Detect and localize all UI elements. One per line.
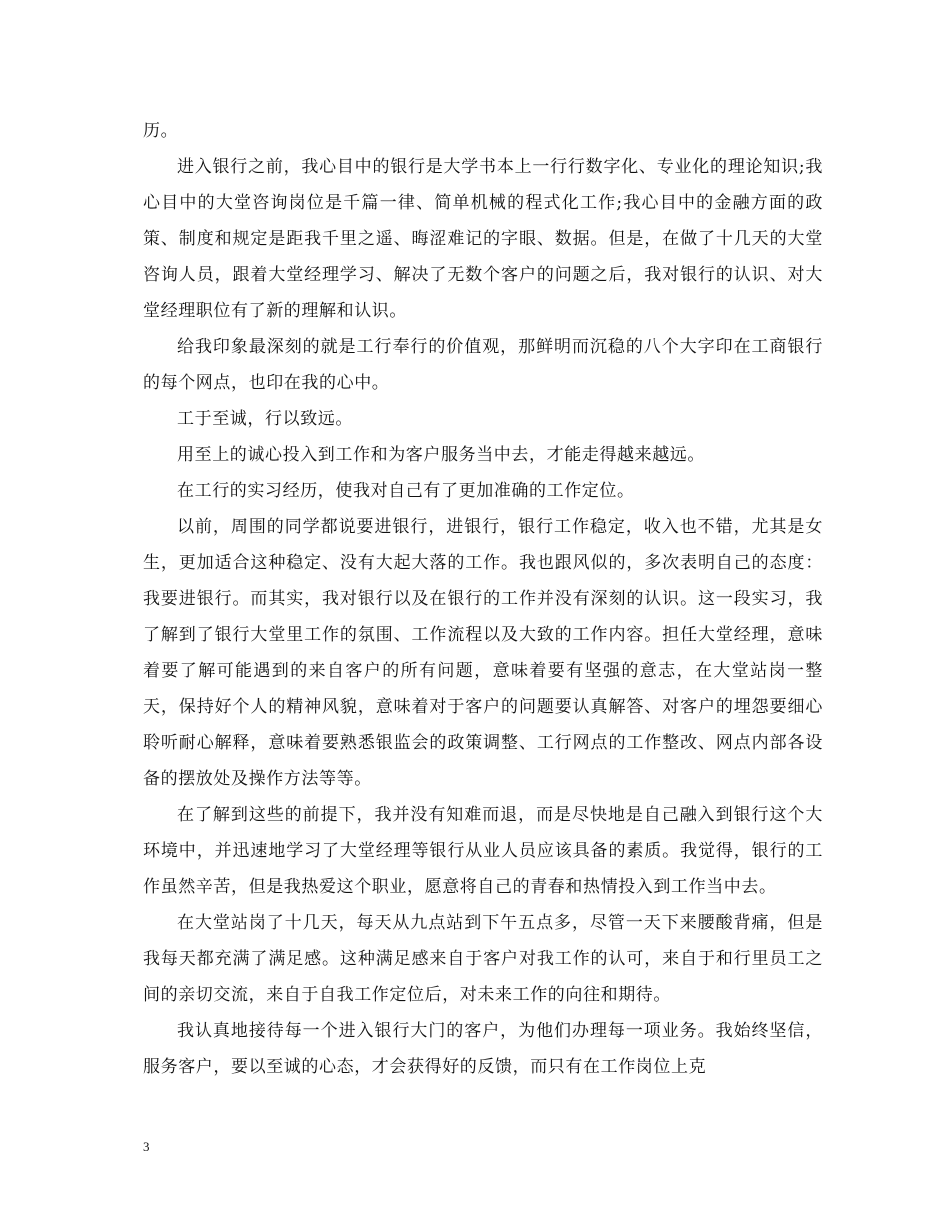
- paragraph: 在大堂站岗了十几天，每天从九点站到下午五点多，尽管一天下来腰酸背痛，但是我每天都充满了满足感。这种满足感来自于客户对我工作的认可，来自于和行里员工之间的亲切交流，来自于自我工作定位后，对未来工作的向往和期待。: [143, 913, 823, 1005]
- paragraph: 进入银行之前，我心目中的银行是大学书本上一行行数字化、专业化的理论知识;我心目中的大堂咨询岗位是千篇一律、简单机械的程式化工作;我心目中的金融方面的政策、制度和规定是距我千里之遥、晦涩难记的字眼、数据。但是，在做了十几天的大堂咨询人员，跟着大堂经理学习、解决了无数个客户的问题之后，我对银行的认识、对大堂经理职位有了新的理解和认识。: [143, 157, 823, 321]
- paragraph: 我认真地接待每一个进入银行大门的客户，为他们办理每一项业务。我始终坚信，服务客户，要以至诚的心态，才会获得好的反馈，而只有在工作岗位上克: [143, 1021, 823, 1077]
- paragraph: 给我印象最深刻的就是工行奉行的价值观，那鲜明而沉稳的八个大字印在工商银行的每个网点，也印在我的心中。: [143, 337, 823, 393]
- paragraph: 以前，周围的同学都说要进银行，进银行，银行工作稳定，收入也不错，尤其是女生，更加适合这种稳定、没有大起大落的工作。我也跟风似的，多次表明自己的态度：我要进银行。而其实，我对银行以及在银行的工作并没有深刻的认识。这一段实习，我了解到了银行大堂里工作的氛围、工作流程以及大致的工作内容。担任大堂经理，意味着要了解可能遇到的来自客户的所有问题，意味着要有坚强的意志，在大堂站岗一整天，保持好个人的精神风貌，意味着对于客户的问题要认真解答、对客户的埋怨要细心聆听耐心解释，意味着要熟悉银监会的政策调整、工行网点的工作整改、网点内部各设备的摆放处及操作方法等等。: [143, 517, 823, 789]
- page-number: 3: [143, 1139, 150, 1154]
- paragraph-motto: 工于至诚，行以致远。: [177, 409, 353, 429]
- paragraph: 用至上的诚心投入到工作和为客户服务当中去，才能走得越来越远。: [177, 445, 705, 465]
- document-body: [143, 113, 823, 1085]
- paragraph-continuation: 历。: [143, 121, 179, 141]
- paragraph: 在了解到这些的前提下，我并没有知难而退，而是尽快地是自己融入到银行这个大环境中，并迅速地学习了大堂经理等银行从业人员应该具备的素质。我觉得，银行的工作虽然辛苦，但是我热爱这个职业，愿意将自己的青春和热情投入到工作当中去。: [143, 805, 823, 897]
- paragraph: 在工行的实习经历，使我对自己有了更加准确的工作定位。: [177, 481, 635, 501]
